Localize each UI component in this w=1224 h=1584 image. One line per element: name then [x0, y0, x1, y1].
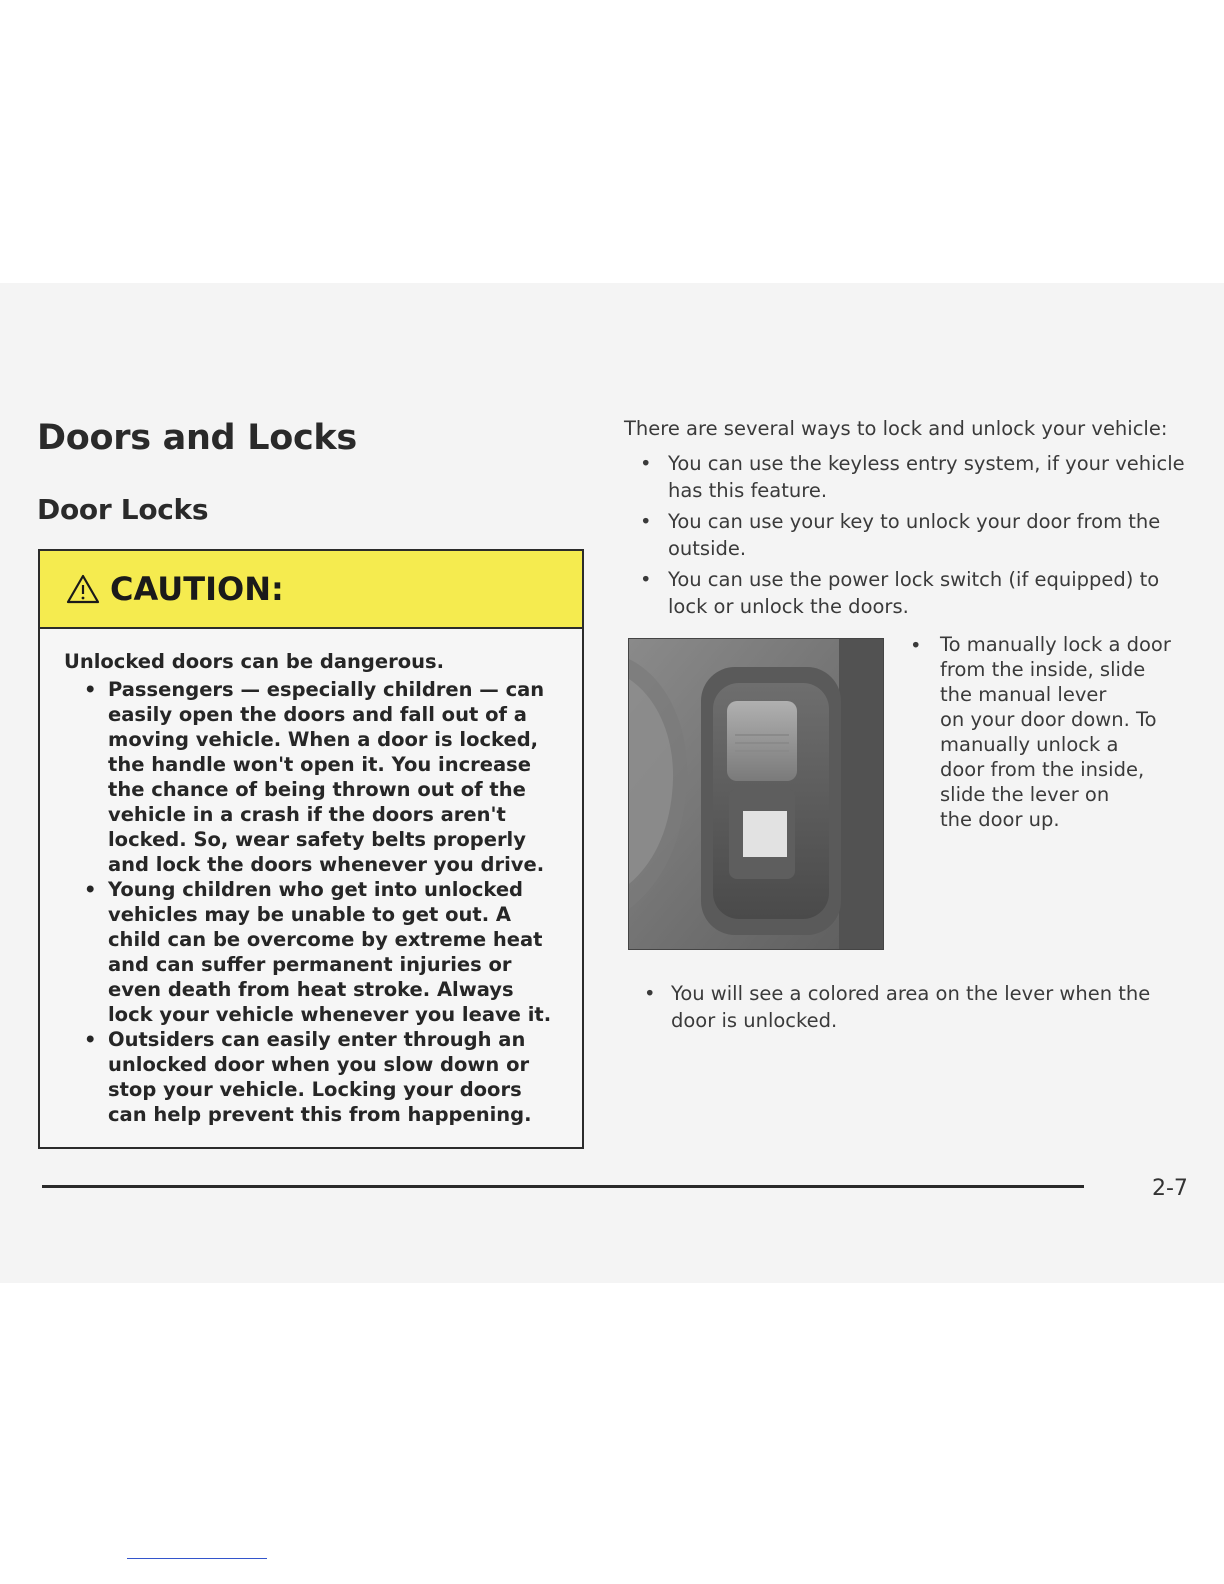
page-number: 2-7	[1152, 1176, 1188, 1201]
caution-body	[40, 629, 582, 1127]
manual-lock-text: To manually lock a door from the inside, slide the manual lever on your door down. To manually unlock a door from the inside, slide the lever on the door up.	[940, 633, 1171, 831]
section-title: Doors and Locks	[37, 418, 357, 458]
bottom-link-underline	[127, 1558, 267, 1559]
bullet-icon: •	[640, 568, 652, 591]
caution-intro: Unlocked doors can be dangerous.	[64, 650, 444, 673]
ways-item-text: You can use the keyless entry system, if your vehicle has this feature.	[668, 452, 1185, 502]
bullet-icon: •	[644, 982, 656, 1005]
caution-item	[64, 877, 560, 1027]
ways-item-text: You can use the power lock switch (if equipped) to lock or unlock the doors.	[668, 568, 1160, 618]
caution-item	[64, 677, 560, 877]
bullet-icon: •	[640, 452, 652, 475]
caution-header	[40, 551, 582, 629]
door-lock-lever-photo	[628, 638, 884, 950]
bullet-icon: •	[910, 634, 922, 657]
bullet-icon: •	[84, 678, 97, 701]
ways-list	[638, 450, 1188, 624]
warning-triangle-icon	[66, 574, 100, 604]
bullet-icon: •	[640, 510, 652, 533]
caution-item-text: Passengers — especially children — can easily open the doors and fall out of a moving vehicle. When a door is locked, the handle won't open it. You increase the chance of being thrown out of the vehicle in a crash if the doors aren't locked. So, wear safety belts properly and lock the doors whenever you drive.	[108, 678, 545, 876]
ways-item	[638, 508, 1188, 562]
colored-area-item	[644, 980, 1184, 1034]
ways-intro: There are several ways to lock and unlock your vehicle:	[624, 417, 1168, 440]
caution-item-text: Young children who get into unlocked vehicles may be unable to get out. A child can be overcome by extreme heat and can suffer permanent injuries or even death from heat stroke. Always lock your vehicle whenever you leave it.	[108, 878, 552, 1026]
colored-area-text: You will see a colored area on the lever when the door is unlocked.	[671, 982, 1151, 1032]
caution-box	[38, 549, 584, 1149]
footer-rule	[42, 1185, 1084, 1188]
caution-item	[64, 1027, 560, 1127]
ways-item	[638, 450, 1188, 504]
ways-item	[638, 566, 1188, 620]
bullet-icon: •	[84, 878, 97, 901]
caution-list	[64, 677, 560, 1127]
caution-title: CAUTION:	[110, 570, 284, 608]
bullet-icon: •	[84, 1028, 97, 1051]
manual-lock-item	[910, 632, 1190, 832]
caution-item-text: Outsiders can easily enter through an unlocked door when you slow down or stop your vehicle. Locking your doors can help prevent this from happening.	[108, 1028, 532, 1126]
ways-item-text: You can use your key to unlock your door from the outside.	[668, 510, 1161, 560]
subsection-title: Door Locks	[37, 493, 209, 526]
